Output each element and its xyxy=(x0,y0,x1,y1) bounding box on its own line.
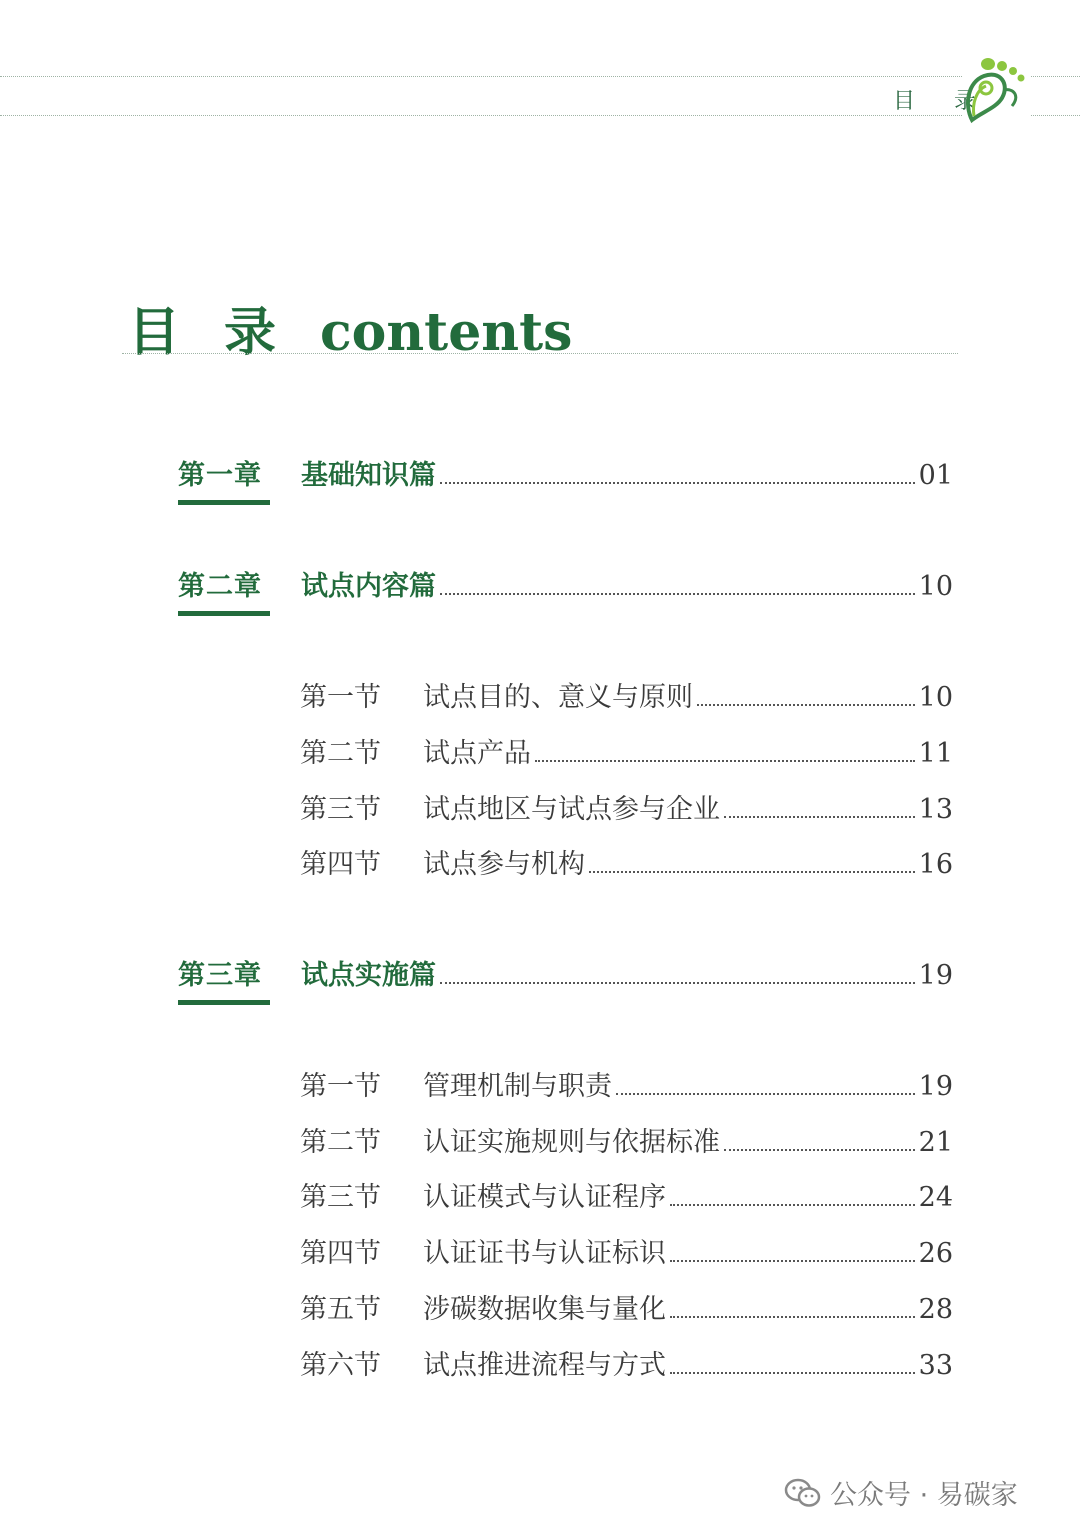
toc-section-3-5[interactable] xyxy=(300,1290,953,1330)
toc-page-number: 24 xyxy=(918,1182,953,1213)
toc-page-number: 10 xyxy=(918,571,953,602)
toc-page-number: 19 xyxy=(918,1071,953,1102)
toc-section-number: 第六节 xyxy=(300,1350,381,1381)
title-rule xyxy=(122,353,958,354)
toc-leader-dots xyxy=(440,593,915,595)
toc-section-2-2[interactable] xyxy=(300,734,953,774)
toc-section-title: 试点产品 xyxy=(423,738,531,769)
footprint-logo-icon xyxy=(962,54,1028,124)
toc-page-number: 10 xyxy=(918,682,953,713)
toc-chapter-title: 试点内容篇 xyxy=(301,571,436,602)
toc-section-title: 试点地区与试点参与企业 xyxy=(423,794,720,825)
toc-chapter-3[interactable] xyxy=(178,956,953,996)
toc-chapter-title: 试点实施篇 xyxy=(301,960,436,991)
toc-page-number: 26 xyxy=(918,1238,953,1269)
toc-section-3-3[interactable] xyxy=(300,1178,953,1218)
toc-section-3-2[interactable] xyxy=(300,1123,953,1163)
page-title-cn: 目录 xyxy=(128,302,321,363)
toc-section-title: 试点推进流程与方式 xyxy=(423,1350,666,1381)
toc-page-number: 13 xyxy=(918,794,953,825)
toc-section-title: 认证模式与认证程序 xyxy=(423,1182,666,1213)
toc-chapter-number: 第一章 xyxy=(178,456,270,496)
toc-page-number: 19 xyxy=(918,960,953,991)
toc-page-number: 33 xyxy=(918,1350,953,1381)
toc-section-title: 管理机制与职责 xyxy=(423,1071,612,1102)
toc-page-number: 28 xyxy=(918,1294,953,1325)
toc-section-title: 认证证书与认证标识 xyxy=(423,1238,666,1269)
toc-section-number: 第一节 xyxy=(300,1071,381,1102)
toc-section-2-1[interactable] xyxy=(300,678,953,718)
toc-section-number: 第四节 xyxy=(300,1238,381,1269)
toc-leader-dots xyxy=(616,1093,915,1095)
toc-chapter-number: 第二章 xyxy=(178,567,270,607)
toc-leader-dots xyxy=(724,1149,915,1151)
header-rule-bottom xyxy=(0,115,1080,116)
toc-chapter-1[interactable] xyxy=(178,456,953,496)
toc-section-number: 第二节 xyxy=(300,738,381,769)
toc-leader-dots xyxy=(670,1372,915,1374)
toc-section-3-4[interactable] xyxy=(300,1234,953,1274)
toc-page-number: 01 xyxy=(918,460,953,491)
wechat-icon xyxy=(784,1477,822,1509)
toc-page-number: 21 xyxy=(918,1127,953,1158)
toc-section-number: 第三节 xyxy=(300,1182,381,1213)
watermark-text: 公众号 · 易碳家 xyxy=(830,1480,1018,1511)
toc-leader-dots xyxy=(440,482,915,484)
header-rule-top xyxy=(0,76,1080,77)
toc-section-title: 涉碳数据收集与量化 xyxy=(423,1294,666,1325)
toc-chapter-2[interactable] xyxy=(178,567,953,607)
toc-section-number: 第二节 xyxy=(300,1127,381,1158)
toc-leader-dots xyxy=(535,760,915,762)
toc-leader-dots xyxy=(670,1260,915,1262)
toc-section-3-1[interactable] xyxy=(300,1067,953,1107)
toc-section-number: 第五节 xyxy=(300,1294,381,1325)
toc-section-number: 第一节 xyxy=(300,682,381,713)
toc-section-2-3[interactable] xyxy=(300,790,953,830)
toc-leader-dots xyxy=(670,1204,915,1206)
toc-section-3-6[interactable] xyxy=(300,1346,953,1386)
toc-chapter-title: 基础知识篇 xyxy=(301,460,436,491)
toc-leader-dots xyxy=(589,871,915,873)
toc-leader-dots xyxy=(697,704,915,706)
toc-chapter-number: 第三章 xyxy=(178,956,270,996)
toc-leader-dots xyxy=(440,982,915,984)
toc-leader-dots xyxy=(670,1316,915,1318)
toc-section-title: 试点目的、意义与原则 xyxy=(423,682,693,713)
toc-section-title: 认证实施规则与依据标准 xyxy=(423,1127,720,1158)
running-title: 目 录 xyxy=(893,89,992,114)
toc-page-number: 11 xyxy=(918,738,953,769)
toc-leader-dots xyxy=(724,816,915,818)
toc-section-number: 第四节 xyxy=(300,849,381,880)
toc-section-title: 试点参与机构 xyxy=(423,849,585,880)
toc-section-2-4[interactable] xyxy=(300,845,953,885)
toc-page-number: 16 xyxy=(918,849,953,880)
page-title-en: contents xyxy=(320,302,573,363)
watermark xyxy=(784,1473,1018,1512)
toc-section-number: 第三节 xyxy=(300,794,381,825)
